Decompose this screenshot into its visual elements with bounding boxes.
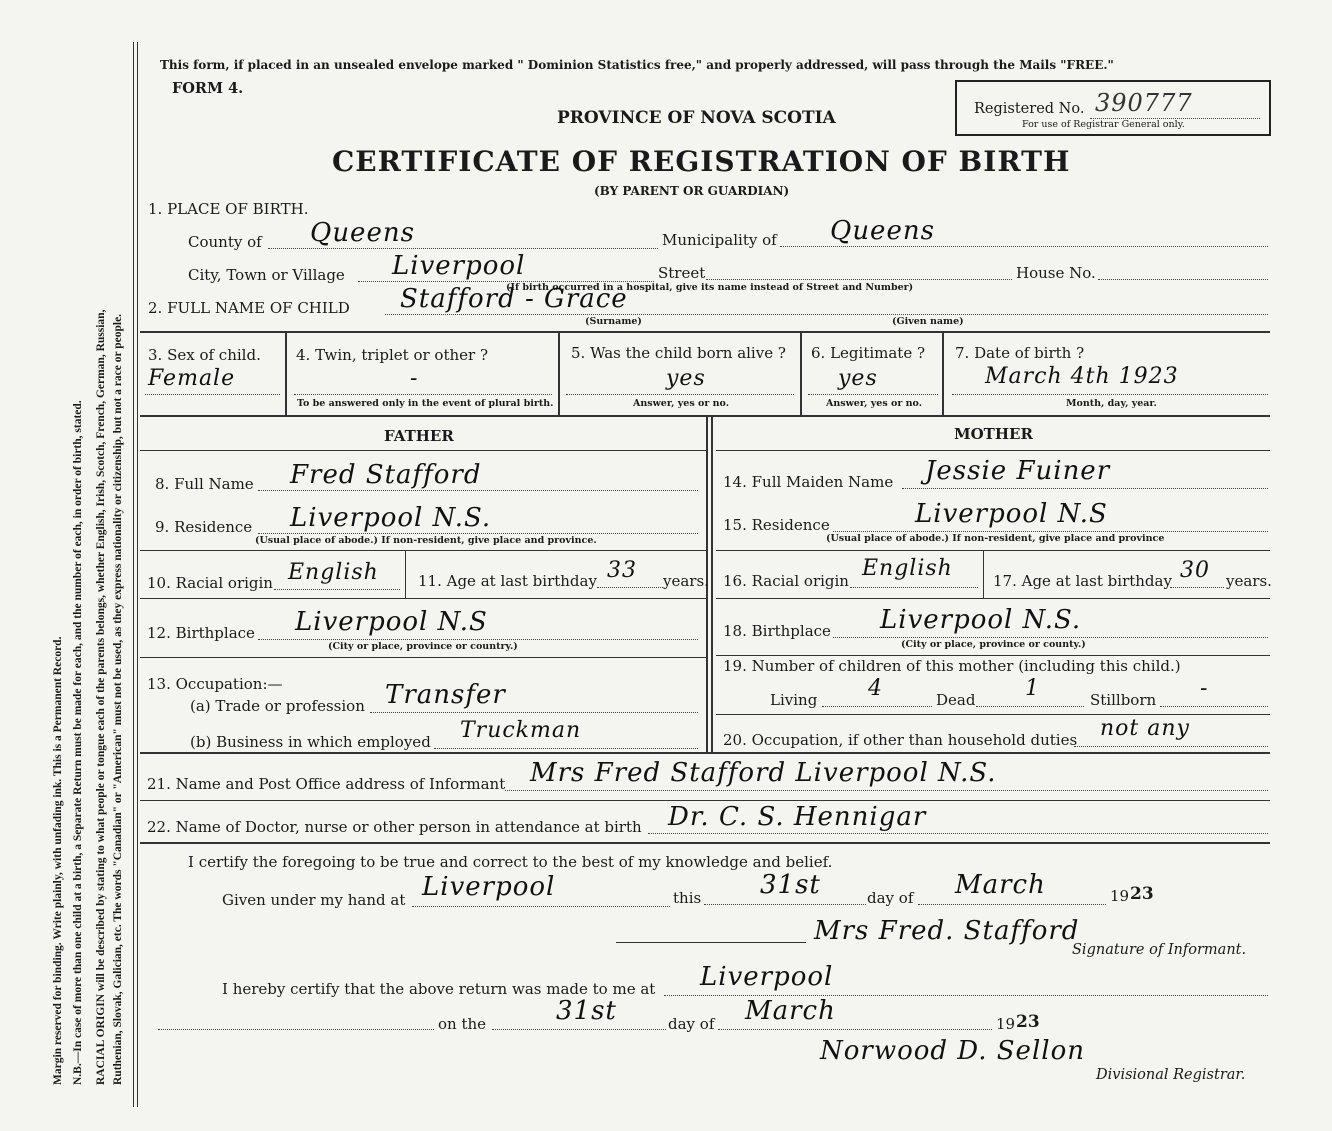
business-value: Truckman bbox=[460, 718, 582, 743]
city-value: Liverpool bbox=[392, 251, 526, 281]
given-label: Given under my hand at bbox=[222, 891, 406, 909]
child-name-value: Stafford - Grace bbox=[400, 284, 628, 314]
place-of-birth-heading: 1. PLACE OF BIRTH. bbox=[148, 200, 309, 218]
form-number: FORM 4. bbox=[172, 80, 244, 97]
father-name-value: Fred Stafford bbox=[290, 460, 482, 490]
registrar-day-value: 31st bbox=[556, 996, 617, 1026]
sex-value: Female bbox=[148, 366, 236, 391]
doctor-label: 22. Name of Doctor, nurse or other person in attendance at birth bbox=[147, 818, 642, 836]
mail-note: This form, if placed in an unsealed envelope marked " Dominion Statistics free," and properly addressed, will pass through the Mails "FREE." bbox=[160, 58, 1114, 72]
informant-value: Mrs Fred Stafford Liverpool N.S. bbox=[530, 758, 997, 788]
trade-label: (a) Trade or profession bbox=[190, 697, 365, 715]
margin-note-binding: Margin reserved for binding. Write plainly, with unfading ink. This is a Permanent Record. bbox=[52, 636, 64, 1085]
born-alive-label: 5. Was the child born alive ? bbox=[571, 344, 786, 362]
children-count-label: 19. Number of children of this mother (including this child.) bbox=[723, 657, 1181, 675]
stillborn-label: Stillborn bbox=[1090, 691, 1157, 709]
given-day-value: 31st bbox=[760, 870, 821, 900]
given-day-of-label: day of bbox=[867, 889, 914, 907]
hospital-note: (If birth occurred in a hospital, give its name instead of Street and Number) bbox=[506, 282, 914, 293]
father-age-label: 11. Age at last birthday bbox=[418, 572, 597, 590]
legitimate-label: 6. Legitimate ? bbox=[811, 344, 926, 362]
business-label: (b) Business in which employed bbox=[190, 733, 431, 751]
registrar-month-value: March bbox=[745, 996, 836, 1026]
mother-residence-note: (Usual place of abode.) If non-resident, give place and province bbox=[826, 533, 1165, 544]
mother-age-value: 30 bbox=[1180, 558, 1210, 583]
dead-label: Dead bbox=[936, 691, 976, 709]
registered-label: Registered No. bbox=[974, 101, 1085, 117]
informant-label: 21. Name and Post Office address of Informant bbox=[147, 775, 506, 793]
registrar-day-of-label: day of bbox=[668, 1015, 715, 1033]
this-label: this bbox=[673, 889, 702, 907]
dob-value: March 4th 1923 bbox=[985, 364, 1179, 389]
father-residence-label: 9. Residence bbox=[155, 518, 253, 536]
mother-name-value: Jessie Fuiner bbox=[925, 456, 1111, 486]
informant-signature: Mrs Fred. Stafford bbox=[814, 916, 1080, 946]
stillborn-value: - bbox=[1200, 676, 1209, 701]
given-name-note: (Given name) bbox=[892, 316, 964, 327]
surname-note: (Surname) bbox=[585, 316, 642, 327]
on-the-label: on the bbox=[438, 1015, 487, 1033]
father-racial-value: English bbox=[288, 560, 379, 585]
county-label: County of bbox=[188, 233, 262, 251]
father-occupation-label: 13. Occupation:— bbox=[147, 675, 283, 693]
margin-note-plural: N.B.—In case of more than one child at a birth, a Separate Return must be made for each, and the number of each, in order of birth, stated. bbox=[72, 400, 84, 1085]
mother-occupation-label: 20. Occupation, if other than household duties bbox=[723, 731, 1078, 749]
father-residence-note: (Usual place of abode.) If non-resident, give place and province. bbox=[255, 535, 597, 546]
born-alive-value: yes bbox=[666, 366, 706, 391]
registrar-year-suffix: 23 bbox=[1016, 1012, 1040, 1032]
doctor-value: Dr. C. S. Hennigar bbox=[668, 802, 927, 832]
father-birthplace-value: Liverpool N.S bbox=[295, 607, 488, 637]
father-age-unit: years. bbox=[663, 572, 709, 590]
mother-birthplace-value: Liverpool N.S. bbox=[880, 605, 1082, 635]
mother-name-label: 14. Full Maiden Name bbox=[723, 473, 894, 491]
dead-value: 1 bbox=[1025, 676, 1040, 701]
house-no-label: House No. bbox=[1016, 264, 1096, 282]
province-heading: PROVINCE OF NOVA SCOTIA bbox=[557, 108, 836, 128]
trade-value: Transfer bbox=[385, 680, 506, 710]
mother-heading: MOTHER bbox=[954, 425, 1033, 443]
registrar-place-value: Liverpool bbox=[700, 962, 834, 992]
father-heading: FATHER bbox=[384, 427, 454, 445]
father-birthplace-note: (City or place, province or country.) bbox=[328, 641, 518, 652]
dob-note: Month, day, year. bbox=[1066, 398, 1157, 409]
twin-value: - bbox=[410, 366, 419, 391]
father-birthplace-label: 12. Birthplace bbox=[147, 624, 255, 642]
street-label: Street bbox=[658, 264, 706, 282]
mother-residence-value: Liverpool N.S bbox=[915, 499, 1108, 529]
father-racial-label: 10. Racial origin bbox=[147, 574, 273, 592]
signature-label: Signature of Informant. bbox=[1072, 942, 1247, 958]
father-residence-value: Liverpool N.S. bbox=[290, 503, 492, 533]
county-value: Queens bbox=[310, 218, 415, 248]
binding-border-inner bbox=[137, 42, 138, 1107]
living-value: 4 bbox=[868, 676, 883, 701]
given-year-prefix: 19 bbox=[1110, 887, 1130, 905]
registered-note: For use of Registrar General only. bbox=[1022, 119, 1185, 130]
registrar-signature: Norwood D. Sellon bbox=[820, 1036, 1085, 1066]
binding-border bbox=[133, 42, 134, 1107]
mother-age-label: 17. Age at last birthday bbox=[993, 572, 1172, 590]
twin-label: 4. Twin, triplet or other ? bbox=[296, 346, 488, 364]
born-alive-note: Answer, yes or no. bbox=[633, 398, 730, 409]
mother-racial-label: 16. Racial origin bbox=[723, 572, 849, 590]
sex-label: 3. Sex of child. bbox=[148, 346, 261, 364]
mother-age-unit: years. bbox=[1226, 572, 1272, 590]
mother-residence-label: 15. Residence bbox=[723, 516, 830, 534]
mother-birthplace-label: 18. Birthplace bbox=[723, 622, 831, 640]
father-age-value: 33 bbox=[607, 558, 637, 583]
mother-birthplace-note: (City or place, province or county.) bbox=[901, 639, 1086, 650]
registrar-year-prefix: 19 bbox=[996, 1015, 1016, 1033]
certificate-title: CERTIFICATE OF REGISTRATION OF BIRTH bbox=[332, 145, 1071, 178]
certify-statement: I certify the foregoing to be true and correct to the best of my knowledge and belief. bbox=[188, 853, 833, 871]
margin-note-racial-1: RACIAL ORIGIN will be described by stating to what people or tongue each of the parents belongs, whether English, Irish, Scotch, French, German, Russian, bbox=[95, 309, 107, 1085]
registrar-statement: I hereby certify that the above return was made to me at bbox=[222, 980, 656, 998]
registrar-label: Divisional Registrar. bbox=[1096, 1067, 1246, 1083]
mother-occupation-value: not any bbox=[1100, 716, 1190, 741]
child-name-label: 2. FULL NAME OF CHILD bbox=[148, 299, 350, 317]
living-label: Living bbox=[770, 691, 818, 709]
municipality-label: Municipality of bbox=[662, 231, 777, 249]
father-name-label: 8. Full Name bbox=[155, 475, 254, 493]
margin-note-racial-2: Ruthenian, Slovak, Galician, etc. The words "Canadian" or "American" must not be used, as they express nationality or citizenship, but not a race or people. bbox=[112, 313, 124, 1085]
legitimate-note: Answer, yes or no. bbox=[826, 398, 923, 409]
twin-note: To be answered only in the event of plural birth. bbox=[297, 398, 554, 409]
certificate-subtitle: (BY PARENT OR GUARDIAN) bbox=[594, 184, 790, 198]
given-year-suffix: 23 bbox=[1130, 884, 1154, 904]
city-label: City, Town or Village bbox=[188, 266, 345, 284]
legitimate-value: yes bbox=[838, 366, 878, 391]
given-month-value: March bbox=[955, 870, 1046, 900]
municipality-value: Queens bbox=[830, 216, 935, 246]
registered-number: 390777 bbox=[1095, 89, 1193, 117]
given-place-value: Liverpool bbox=[422, 872, 556, 902]
dob-label: 7. Date of birth ? bbox=[955, 344, 1085, 362]
mother-racial-value: English bbox=[862, 556, 953, 581]
